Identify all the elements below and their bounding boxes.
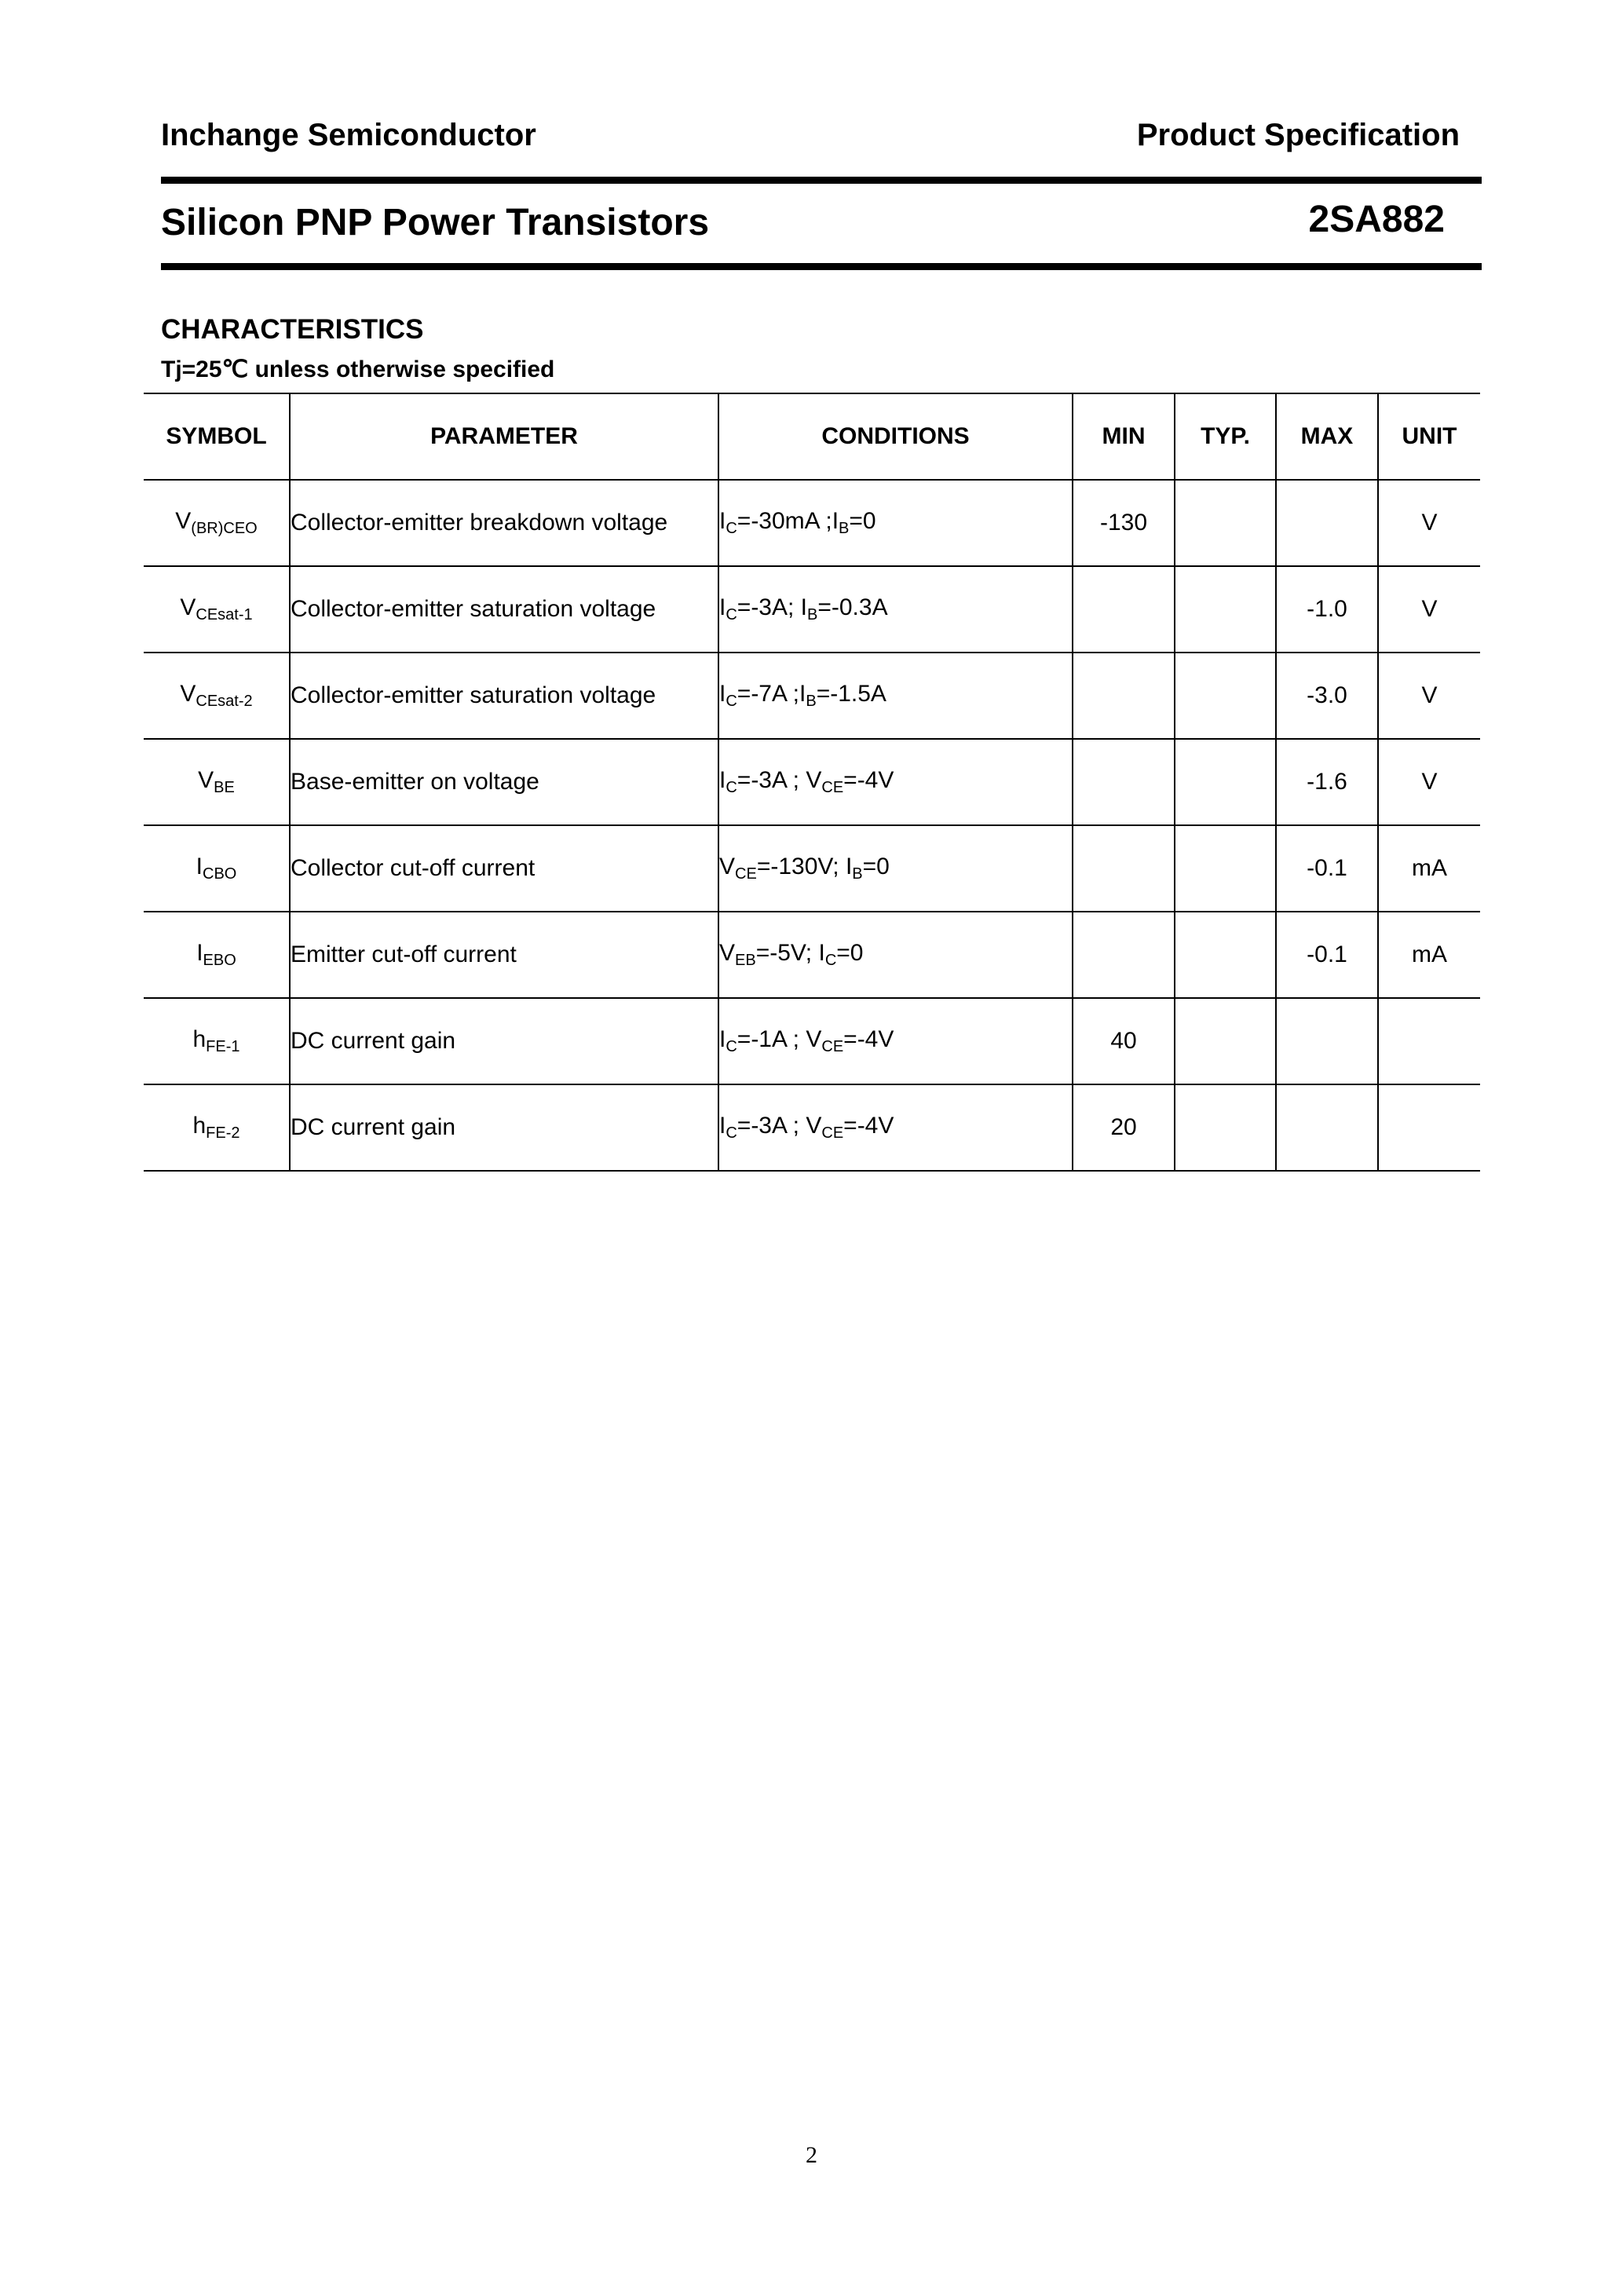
max-cell: -3.0 — [1276, 653, 1378, 739]
typ-cell — [1175, 739, 1276, 825]
conditions-subscript: CE — [821, 779, 844, 796]
conditions-cell — [718, 825, 1073, 912]
column-header-unit: UNIT — [1378, 393, 1480, 480]
conditions-text: =-30mA ;I — [737, 508, 839, 534]
conditions-text: =-3A ; V — [737, 1113, 822, 1139]
column-header-max: MAX — [1276, 393, 1378, 480]
conditions-subscript: EB — [735, 952, 756, 969]
table-row — [144, 998, 1480, 1084]
parameter-cell: Collector-emitter breakdown voltage — [290, 480, 718, 566]
min-cell — [1073, 566, 1175, 653]
typ-cell — [1175, 566, 1276, 653]
conditions-subscript: B — [807, 606, 818, 623]
conditions-subscript: C — [824, 952, 837, 969]
conditions-text: I — [719, 508, 726, 534]
symbol-subscript: CEsat-2 — [196, 693, 253, 710]
symbol-main: h — [192, 1113, 207, 1139]
symbol-cell — [144, 653, 290, 739]
conditions-subscript: C — [726, 1124, 737, 1142]
document-type: Product Specification — [1136, 118, 1460, 152]
table-row — [144, 739, 1480, 825]
table-row — [144, 825, 1480, 912]
unit-cell: V — [1378, 566, 1480, 653]
conditions-cell — [718, 1084, 1073, 1171]
typ-cell — [1175, 1084, 1276, 1171]
table-row — [144, 1084, 1480, 1171]
unit-cell: V — [1378, 739, 1480, 825]
min-cell — [1073, 653, 1175, 739]
min-cell: -130 — [1073, 480, 1175, 566]
conditions-text: =-4V — [843, 1026, 894, 1052]
conditions-cell — [718, 566, 1073, 653]
conditions-text: =-3A; I — [737, 594, 808, 620]
conditions-text: =-3A ; V — [737, 767, 822, 793]
symbol-subscript: EBO — [203, 952, 236, 969]
column-header-typ: TYP. — [1175, 393, 1276, 480]
conditions-subscript: C — [726, 520, 737, 537]
max-cell: -0.1 — [1276, 825, 1378, 912]
symbol-main: I — [196, 854, 203, 879]
symbol-main: h — [192, 1026, 207, 1052]
symbol-subscript: FE-1 — [206, 1038, 240, 1055]
conditions-cell — [718, 739, 1073, 825]
symbol-cell — [144, 912, 290, 998]
conditions-text: =-7A ;I — [737, 681, 806, 707]
table-row — [144, 566, 1480, 653]
column-header-conditions: CONDITIONS — [718, 393, 1073, 480]
conditions-cell — [718, 480, 1073, 566]
conditions-subscript: B — [806, 693, 817, 710]
parameter-cell: Collector-emitter saturation voltage — [290, 653, 718, 739]
table-row — [144, 653, 1480, 739]
conditions-subscript: CE — [735, 865, 757, 883]
symbol-main: V — [180, 594, 196, 620]
conditions-subscript: CE — [821, 1124, 844, 1142]
conditions-subscript: C — [726, 779, 737, 796]
column-header-min: MIN — [1073, 393, 1175, 480]
conditions-subscript: CE — [821, 1038, 844, 1055]
typ-cell — [1175, 480, 1276, 566]
column-header-symbol: SYMBOL — [144, 393, 290, 480]
symbol-main: V — [180, 681, 196, 707]
conditions-text: I — [719, 594, 726, 620]
conditions-subscript: C — [726, 606, 737, 623]
min-cell — [1073, 912, 1175, 998]
min-cell — [1073, 739, 1175, 825]
max-cell — [1276, 998, 1378, 1084]
conditions-text: =-1A ; V — [737, 1026, 822, 1052]
conditions-text: =-130V; I — [756, 854, 853, 879]
conditions-text: V — [719, 940, 736, 966]
conditions-text: =-4V — [843, 767, 894, 793]
table-header-row — [144, 393, 1480, 480]
parameter-cell: Collector-emitter saturation voltage — [290, 566, 718, 653]
parameter-cell: DC current gain — [290, 998, 718, 1084]
symbol-subscript: CEsat-1 — [196, 606, 253, 623]
section-title: CHARACTERISTICS — [161, 314, 424, 345]
header-rule-top — [161, 177, 1482, 184]
symbol-main: V — [175, 508, 192, 534]
unit-cell: V — [1378, 480, 1480, 566]
max-cell: -1.0 — [1276, 566, 1378, 653]
symbol-main: V — [198, 767, 214, 793]
conditions-text: I — [719, 767, 726, 793]
conditions-text: =-4V — [843, 1113, 894, 1139]
company-name: Inchange Semiconductor — [161, 118, 536, 152]
unit-cell — [1378, 1084, 1480, 1171]
table-row — [144, 912, 1480, 998]
typ-cell — [1175, 653, 1276, 739]
test-condition-note: Tj=25℃ unless otherwise specified — [161, 356, 555, 382]
parameter-cell: Emitter cut-off current — [290, 912, 718, 998]
unit-cell: V — [1378, 653, 1480, 739]
header-rule-bottom — [161, 263, 1482, 270]
conditions-subscript: B — [839, 520, 850, 537]
conditions-text: =-0.3A — [817, 594, 888, 620]
conditions-text: =0 — [836, 940, 864, 966]
conditions-text: V — [719, 854, 736, 879]
typ-cell — [1175, 998, 1276, 1084]
typ-cell — [1175, 912, 1276, 998]
max-cell — [1276, 1084, 1378, 1171]
symbol-cell — [144, 998, 290, 1084]
min-cell: 40 — [1073, 998, 1175, 1084]
min-cell — [1073, 825, 1175, 912]
symbol-cell — [144, 825, 290, 912]
unit-cell: mA — [1378, 825, 1480, 912]
symbol-subscript: CBO — [203, 865, 237, 883]
conditions-cell — [718, 998, 1073, 1084]
symbol-main: I — [196, 940, 203, 966]
conditions-subscript: C — [726, 1038, 737, 1055]
symbol-subscript: BE — [214, 779, 235, 796]
conditions-text: I — [719, 1113, 726, 1139]
conditions-text: =-1.5A — [816, 681, 886, 707]
conditions-cell — [718, 912, 1073, 998]
conditions-text: =0 — [862, 854, 890, 879]
conditions-text: =-5V; I — [755, 940, 825, 966]
min-cell: 20 — [1073, 1084, 1175, 1171]
table-row — [144, 480, 1480, 566]
symbol-cell — [144, 566, 290, 653]
typ-cell — [1175, 825, 1276, 912]
max-cell: -1.6 — [1276, 739, 1378, 825]
max-cell: -0.1 — [1276, 912, 1378, 998]
parameter-cell: Base-emitter on voltage — [290, 739, 718, 825]
conditions-subscript: B — [852, 865, 863, 883]
symbol-subscript: FE-2 — [206, 1124, 240, 1142]
characteristics-table — [144, 393, 1480, 1172]
symbol-cell — [144, 480, 290, 566]
unit-cell: mA — [1378, 912, 1480, 998]
conditions-subscript: C — [726, 693, 737, 710]
symbol-cell — [144, 739, 290, 825]
unit-cell — [1378, 998, 1480, 1084]
column-header-parameter: PARAMETER — [290, 393, 718, 480]
conditions-text: I — [719, 1026, 726, 1052]
parameter-cell: DC current gain — [290, 1084, 718, 1171]
symbol-cell — [144, 1084, 290, 1171]
part-number: 2SA882 — [1308, 199, 1445, 240]
conditions-text: I — [719, 681, 726, 707]
conditions-cell — [718, 653, 1073, 739]
parameter-cell: Collector cut-off current — [290, 825, 718, 912]
page-number: 2 — [806, 2142, 817, 2168]
symbol-subscript: (BR)CEO — [191, 520, 258, 537]
product-line-title: Silicon PNP Power Transistors — [161, 202, 710, 243]
max-cell — [1276, 480, 1378, 566]
conditions-text: =0 — [849, 508, 876, 534]
